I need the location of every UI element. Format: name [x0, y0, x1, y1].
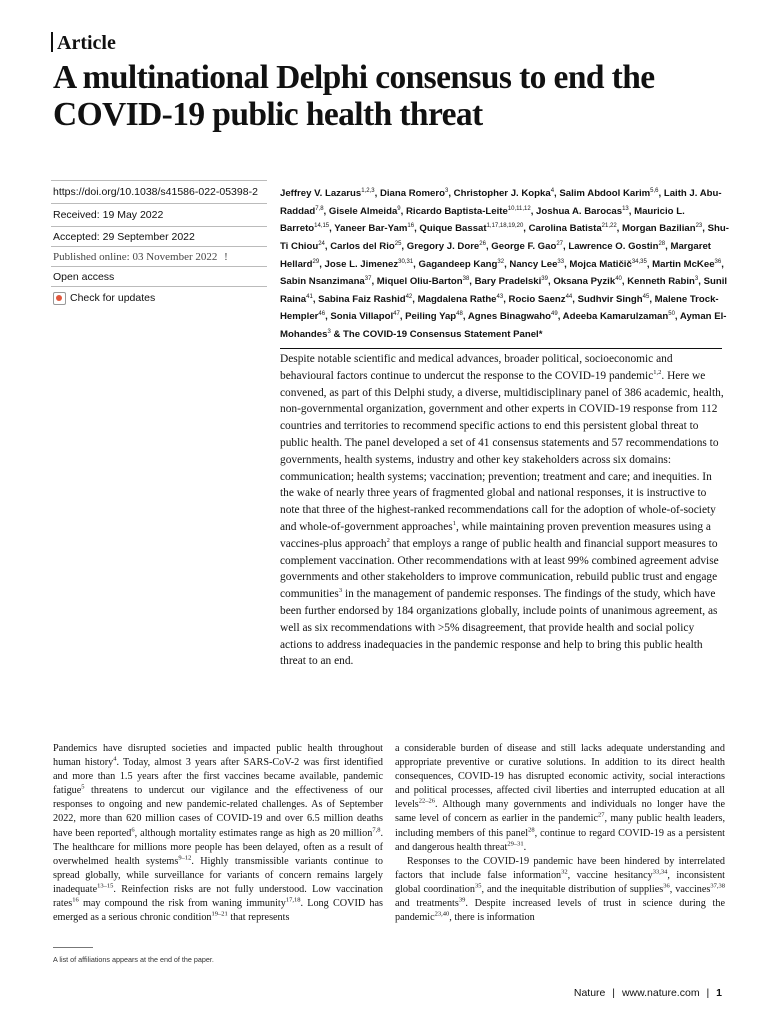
page-number: 1 [716, 987, 722, 999]
published-date: Published online: 03 November 2022 [53, 251, 218, 263]
journal-name: Nature [573, 987, 606, 999]
article-type-label: Article [57, 32, 116, 54]
body-paragraph: Responses to the COVID-19 pandemic have been hindered by interrelated factors that include false information$^{32}$, vaccine hesitancy$^{33,34}$, inconsistent global coordination$^{35}$, and the inequitable distribution of supplies$^{36}$, vaccines$^{37,38}$ and treatments$^{39}$. Despite increased levels of trust in science during the pandemic$^{23,40}$, there is information [395, 855, 726, 924]
page-footer [574, 987, 722, 999]
footer-separator: | [612, 987, 616, 999]
footnote-rule [53, 947, 93, 948]
received-date: Received: 19 May 2022 [53, 209, 164, 221]
check-for-updates-icon [53, 292, 66, 305]
abstract: Despite notable scientific and medical advances, broader political, socioeconomic and behavioural factors continue to undercut the response to the COVID-19 pandemic$^{1,2}$. Here we convened, as part of this Delphi study, a diverse, multidisciplinary panel of 386 academic, health, non-governmental organization, government and other experts in COVID-19 response from 112 countries and territories to recommend specific actions to end this persistent global threat to public health. The panel developed a set of 41 consensus statements and 57 recommendations to governments, health systems, industry and other key stakeholders across six domains: communication; health systems; vaccination; prevention; treatment and care; and inequities. In the wake of nearly three years of fragmented global and national responses, it is instructive to note that three of the highest-ranked recommendations call for the adoption of whole-of-society and whole-of-government approaches$^1$, while maintaining proven prevention measures using a vaccines-plus approach$^2$ that employs a range of public health and financial support measures to complement vaccination. Other recommendations with at least 99% combined agreement advise governments and other stakeholders to improve communication, rebuild public trust and engage communities$^3$ in the management of pandemic responses. The findings of the study, which have been further endorsed by 184 organizations globally, include points of unanimous agreement, as well as six recommendations with >5% disagreement, that provide health and social policy actions to address inadequacies in the pandemic response and help to bring this public health threat to an end. [280, 353, 724, 668]
meta-divider [51, 180, 267, 181]
body-paragraph: Pandemics have disrupted societies and impacted public health throughout human history$^4$. Today, almost 3 years after SARS-CoV-2 was first identified and more than 1.5 years after the first vaccines became available, pandemic fatigue$^5$ threatens to undercut our vigilance and the effectiveness of our responses to ongoing and new pandemic-related challenges. As of September 2022, more than 620 million cases of COVID-19 and over 6.5 million deaths have been reported$^6$, although mortality estimates range as high as 20 million$^{7,8}$. The healthcare for millions more people has been delayed, often as a result of overwhelmed health systems$^{9-12}$. Highly transmissible variants continue to spread globally, while surveillance for variants of concern remains largely inadequate$^{13-15}$. Reinfection risks are not fully understood. Low vaccination rates$^{16}$ may compound the risk from waning immunity$^{17,18}$. Long COVID has emerged as a serious chronic condition$^{19-21}$ that represents [53, 743, 384, 924]
journal-url[interactable]: www.nature.com [621, 987, 700, 999]
check-updates-button[interactable] [53, 291, 267, 305]
open-access-label: Open access [53, 271, 115, 283]
meta-divider [51, 266, 267, 267]
doi-link[interactable]: https://doi.org/10.1038/s41586-022-05398-2 [53, 186, 258, 198]
published-mark: ! [224, 251, 228, 263]
body-paragraph: a considerable burden of disease and still lacks adequate understanding and appropriate preventive or curative solutions. In addition to its direct health consequences, COVID-19 has disrupted economic activity, social interactions and political processes, affected civil liberties and interrupted education at all levels$^{22-26}$. Although many governments and individuals no longer have the same level of concern as earlier in the pandemic$^{27}$, many public health leaders, including members of this panel$^{28}$, continue to regard COVID-19 as a persistent and dangerous health threat$^{29-31}$. [395, 743, 725, 853]
article-label-bar [51, 32, 53, 52]
meta-divider [51, 246, 267, 247]
author-list: Jeffrey V. Lazarus$^{1,2,3}$, Diana Romero$^3$, Christopher J. Kopka$^4$, Salim Abdool Karim$^{5,6}$, Laith J. Abu-Raddad$^{7,8}$, Gisele Almeida$^9$, Ricardo Baptista-Leite$^{10,11,12}$, Joshua A. Barocas$^{13}$, Mauricio L. Barreto$^{14,15}$, Yaneer Bar-Yam$^{16}$, Quique Bassat$^{1,17,18,19,20}$, Carolina Batista$^{21,22}$, Morgan Bazilian$^{23}$, Shu-Ti Chiou$^{24}$, Carlos del Rio$^{25}$, Gregory J. Dore$^{26}$, George F. Gao$^{27}$, Lawrence O. Gostin$^{28}$, Margaret Hellard$^{29}$, Jose L. Jimenez$^{30,31}$, Gagandeep Kang$^{32}$, Nancy Lee$^{33}$, Mojca Matičič$^{34,35}$, Martin McKee$^{36}$, Sabin Nsanzimana$^{37}$, Miquel Oliu-Barton$^{38}$, Bary Pradelski$^{39}$, Oksana Pyzik$^{40}$, Kenneth Rabin$^3$, Sunil Raina$^{41}$, Sabina Faiz Rashid$^{42}$, Magdalena Rathe$^{43}$, Rocio Saenz$^{44}$, Sudhvir Singh$^{45}$, Malene Trock-Hempler$^{46}$, Sonia Villapol$^{47}$, Peiling Yap$^{48}$, Agnes Binagwaho$^{49}$, Adeeba Kamarulzaman$^{50}$, Ayman El-Mohandes$^3$ & The COVID-19 Consensus Statement Panel* [280, 188, 729, 341]
body-column-right [395, 742, 725, 925]
meta-divider [51, 286, 267, 287]
body-column-left [53, 742, 383, 925]
meta-divider [51, 226, 267, 227]
accepted-date: Accepted: 29 September 2022 [53, 231, 195, 243]
footer-separator: | [706, 987, 710, 999]
published-date-row [53, 250, 267, 264]
abstract-top-rule [280, 348, 722, 349]
paper-title: A multinational Delphi consensus to end the COVID-19 public health threat [53, 59, 655, 133]
affiliations-footnote: A list of affiliations appears at the end of the paper. [53, 955, 214, 964]
meta-divider [51, 203, 267, 204]
check-updates-label: Check for updates [70, 292, 156, 304]
